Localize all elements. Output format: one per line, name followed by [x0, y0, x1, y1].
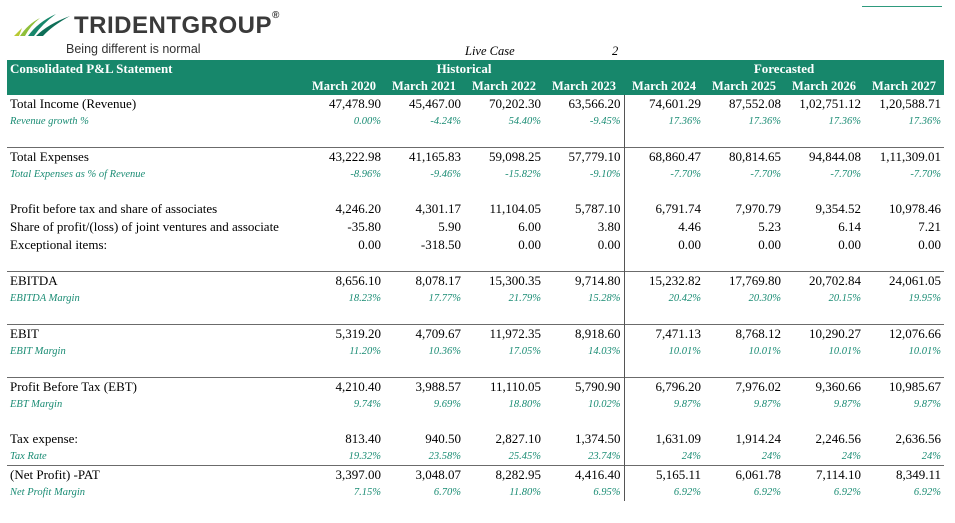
row-value: 2,636.56: [895, 431, 942, 446]
column-header: March 2027: [864, 78, 944, 95]
row-value: 10,978.46: [889, 201, 942, 216]
spacer-row: [7, 413, 944, 430]
row-value: 45,467.00: [409, 96, 461, 111]
row-value: 2,827.10: [495, 431, 541, 446]
row-value: 7,471.13: [624, 325, 704, 344]
spacer-row: [7, 360, 944, 378]
row-value: 80,814.65: [704, 148, 784, 167]
row-label: Revenue growth %: [10, 116, 89, 127]
row-value: 4,416.40: [544, 466, 624, 485]
row-value: 0.00%: [353, 116, 381, 127]
row-value: 18.23%: [348, 293, 381, 304]
spacer-cell: [7, 307, 304, 325]
row-value: 0.00: [918, 237, 942, 252]
row-label: Net Profit Margin: [10, 487, 86, 498]
row-value: 41,165.83: [384, 148, 464, 167]
row-value: 11.80%: [509, 487, 541, 498]
trident-logo: [10, 6, 280, 58]
row-value: 3,048.07: [384, 466, 464, 485]
spacer-cell: [704, 130, 784, 148]
row-value: -7.70%: [670, 169, 702, 180]
row-value: 7,976.02: [704, 378, 784, 397]
row-value: 15,232.82: [624, 272, 704, 291]
row-value: 43,222.98: [304, 148, 384, 167]
row-value: 59,098.25: [464, 148, 544, 167]
row-value: 54.40%: [508, 116, 541, 127]
row-value: 4,246.20: [335, 201, 381, 216]
row-label: EBIT Margin: [10, 346, 66, 357]
row-label: Tax Rate: [10, 451, 47, 462]
row-value: 940.50: [425, 431, 461, 446]
row-label: (Net Profit) -PAT: [7, 466, 304, 485]
row-value: 63,566.20: [544, 95, 624, 113]
row-value: -7.70%: [830, 169, 862, 180]
row-value: 4,709.67: [384, 325, 464, 344]
row-value: -35.80: [347, 219, 381, 234]
row-value: 6.70%: [433, 487, 461, 498]
row-value: -7.70%: [750, 169, 782, 180]
row-value: -318.50: [420, 237, 461, 252]
row-value: -9.10%: [544, 166, 624, 183]
row-value: 10.36%: [428, 346, 461, 357]
row-value: 5.23: [758, 219, 782, 234]
spacer-cell: [544, 130, 624, 148]
row-value: 10.01%: [668, 346, 702, 357]
row-value: 9.74%: [353, 399, 381, 410]
row-value: 5,165.11: [624, 466, 704, 485]
row-value: 8,349.11: [864, 466, 944, 485]
row-value: 19.95%: [908, 293, 942, 304]
table-row: [7, 272, 944, 291]
row-value: 3,397.00: [304, 466, 384, 485]
spacer-row: [7, 130, 944, 148]
spacer-cell: [7, 130, 304, 148]
row-value: 47,478.90: [329, 96, 381, 111]
row-value: 18.80%: [508, 399, 541, 410]
spacer-cell: [864, 254, 944, 272]
row-value: 10.01%: [908, 346, 942, 357]
row-value: 6.92%: [913, 487, 942, 498]
spacer-row: [7, 183, 944, 200]
row-value: 17.05%: [508, 346, 541, 357]
spacer-cell: [784, 130, 864, 148]
spacer-cell: [464, 183, 544, 200]
row-value: 10.02%: [544, 396, 624, 413]
row-label: Profit Before Tax (EBT): [7, 378, 304, 397]
spacer-cell: [304, 130, 384, 148]
table-row: [7, 325, 944, 344]
ratio-row: [7, 484, 944, 501]
row-value: 24%: [681, 451, 702, 462]
spacer-cell: [624, 360, 704, 378]
row-value: 4,301.17: [415, 201, 461, 216]
row-label: Total Income (Revenue): [10, 96, 137, 111]
row-value: 2,246.56: [815, 431, 862, 446]
row-value: 20,702.84: [784, 272, 864, 291]
header-rule: [862, 6, 942, 7]
spacer-cell: [624, 254, 704, 272]
spacer-cell: [864, 130, 944, 148]
spacer-cell: [704, 307, 784, 325]
spacer-cell: [704, 360, 784, 378]
row-value: -7.70%: [910, 169, 942, 180]
row-value: 24%: [761, 451, 782, 462]
row-value: -4.24%: [430, 116, 461, 127]
row-value: 1,914.24: [735, 431, 782, 446]
row-value: 14.03%: [544, 343, 624, 360]
row-value: 24,061.05: [864, 272, 944, 291]
row-value: 3.80: [544, 218, 624, 236]
row-value: 7.21: [918, 219, 942, 234]
column-header-label: [7, 78, 304, 95]
row-value: 9,360.66: [784, 378, 864, 397]
row-value: 5,787.10: [544, 200, 624, 218]
row-value: 3,988.57: [384, 378, 464, 397]
row-value: 4,210.40: [304, 378, 384, 397]
row-value: -8.96%: [350, 169, 381, 180]
row-value: 0.00: [358, 237, 381, 252]
ratio-row: [7, 290, 944, 307]
spacer-cell: [464, 307, 544, 325]
row-value: 23.58%: [428, 451, 461, 462]
spacer-cell: [384, 307, 464, 325]
row-label: Profit before tax and share of associates: [10, 201, 218, 216]
row-value: 1,631.09: [655, 431, 702, 446]
row-value: 57,779.10: [544, 148, 624, 167]
row-value: 8,656.10: [304, 272, 384, 291]
row-value: 10.01%: [748, 346, 782, 357]
row-value: 17.36%: [668, 116, 702, 127]
spacer-cell: [624, 183, 704, 200]
spacer-cell: [624, 130, 704, 148]
row-value: 6.92%: [673, 487, 702, 498]
brand-tagline: Being different is normal: [66, 42, 201, 56]
row-value: 0.00: [758, 237, 782, 252]
row-value: 17.36%: [748, 116, 782, 127]
spacer-cell: [864, 360, 944, 378]
row-value: 6,796.20: [624, 378, 704, 397]
spacer-cell: [784, 307, 864, 325]
row-value: 74,601.29: [649, 96, 702, 111]
table-header-groups: [7, 60, 944, 78]
table-title: Consolidated P&L Statement: [7, 60, 304, 78]
row-value: 17.36%: [908, 116, 942, 127]
row-value: 9.87%: [913, 399, 942, 410]
spacer-cell: [304, 360, 384, 378]
spacer-cell: [784, 360, 864, 378]
spacer-cell: [544, 307, 624, 325]
spacer-row: [7, 254, 944, 272]
row-value: 6.95%: [544, 484, 624, 501]
row-value: 11,104.05: [489, 201, 541, 216]
spacer-row: [7, 307, 944, 325]
row-label: EBIT: [7, 325, 304, 344]
row-value: 6.92%: [753, 487, 782, 498]
spacer-cell: [384, 360, 464, 378]
spacer-cell: [7, 360, 304, 378]
row-label: Tax expense:: [10, 431, 79, 446]
spacer-cell: [864, 183, 944, 200]
row-value: 1,11,309.01: [864, 148, 944, 167]
row-value: 8,078.17: [384, 272, 464, 291]
row-value: -9.46%: [430, 169, 461, 180]
spacer-cell: [784, 183, 864, 200]
ratio-row: [7, 448, 944, 466]
spacer-cell: [464, 360, 544, 378]
spacer-cell: [384, 183, 464, 200]
ratio-row: [7, 113, 944, 130]
row-value: 5,790.90: [544, 378, 624, 397]
column-header: March 2025: [704, 78, 784, 95]
group-historical: Historical: [304, 60, 624, 78]
row-value: 5,319.20: [304, 325, 384, 344]
row-value: -15.82%: [505, 169, 541, 180]
row-value: 20.30%: [748, 293, 782, 304]
ratio-row: [7, 166, 944, 183]
row-value: 1,20,588.71: [879, 96, 942, 111]
row-value: 11,110.05: [464, 378, 544, 397]
row-label: Total Expenses as % of Revenue: [10, 169, 146, 180]
row-value: 70,202.30: [489, 96, 541, 111]
row-label: EBITDA: [7, 272, 304, 291]
row-value: 8,282.95: [464, 466, 544, 485]
row-value: 0.00: [678, 237, 702, 252]
row-value: 7.15%: [353, 487, 381, 498]
live-case-value: 2: [612, 44, 619, 58]
spacer-cell: [304, 183, 384, 200]
row-value: 10,290.27: [784, 325, 864, 344]
spacer-cell: [464, 413, 544, 430]
row-value: 813.40: [345, 431, 381, 446]
row-value: 1,02,751.12: [799, 96, 862, 111]
spacer-cell: [304, 307, 384, 325]
row-value: 11,972.35: [464, 325, 544, 344]
row-value: 24%: [921, 451, 942, 462]
table-row: [7, 148, 944, 167]
row-label: Exceptional items:: [10, 237, 108, 252]
row-value: 9.87%: [753, 399, 782, 410]
row-value: 17.77%: [428, 293, 461, 304]
spacer-cell: [7, 254, 304, 272]
spacer-cell: [384, 413, 464, 430]
row-value: 6.00: [518, 219, 541, 234]
column-header: March 2024: [624, 78, 704, 95]
row-value: 87,552.08: [729, 96, 782, 111]
spacer-cell: [464, 254, 544, 272]
table-row: [7, 466, 944, 485]
spacer-cell: [624, 307, 704, 325]
spacer-cell: [384, 130, 464, 148]
spacer-cell: [784, 254, 864, 272]
row-label: EBITDA Margin: [10, 293, 80, 304]
spacer-cell: [704, 254, 784, 272]
row-value: 20.42%: [668, 293, 702, 304]
row-value: 5.90: [438, 219, 461, 234]
row-value: 9.87%: [673, 399, 702, 410]
row-value: 8,918.60: [544, 325, 624, 344]
spacer-cell: [784, 413, 864, 430]
row-value: 24%: [841, 451, 862, 462]
spacer-cell: [544, 360, 624, 378]
row-value: 12,076.66: [864, 325, 944, 344]
row-value: 15,300.35: [464, 272, 544, 291]
trident-swoosh-icon: [10, 12, 74, 42]
spacer-cell: [704, 183, 784, 200]
row-value: 17.36%: [828, 116, 862, 127]
live-case-label: Live Case: [465, 44, 515, 58]
spacer-cell: [864, 413, 944, 430]
column-header: March 2020: [304, 78, 384, 95]
row-value: 1,374.50: [544, 430, 624, 448]
row-value: 21.79%: [508, 293, 541, 304]
row-value: 6.92%: [833, 487, 862, 498]
row-value: 8,768.12: [704, 325, 784, 344]
row-value: 0.00: [838, 237, 862, 252]
spacer-cell: [384, 254, 464, 272]
row-value: 6.14: [838, 219, 862, 234]
brand-name: TRIDENTGROUP®: [74, 10, 280, 39]
column-header: March 2022: [464, 78, 544, 95]
ratio-row: [7, 396, 944, 413]
row-label: EBT Margin: [10, 399, 63, 410]
row-value: -9.45%: [544, 113, 624, 130]
row-value: 17,769.80: [704, 272, 784, 291]
column-header: March 2026: [784, 78, 864, 95]
spacer-cell: [544, 413, 624, 430]
column-header: March 2023: [544, 78, 624, 95]
spacer-cell: [7, 183, 304, 200]
row-value: 6,061.78: [704, 466, 784, 485]
row-value: 4.46: [678, 219, 702, 234]
spacer-cell: [7, 413, 304, 430]
row-value: 0.00: [544, 236, 624, 254]
table-row: [7, 236, 944, 254]
table-row: [7, 378, 944, 397]
row-value: 9,714.80: [544, 272, 624, 291]
row-value: 10.01%: [828, 346, 862, 357]
row-label: Share of profit/(loss) of joint ventures and associate: [10, 219, 279, 234]
spacer-cell: [704, 413, 784, 430]
row-value: 23.74%: [544, 448, 624, 466]
row-value: 20.15%: [828, 293, 862, 304]
spacer-cell: [304, 254, 384, 272]
row-value: 9.69%: [433, 399, 461, 410]
row-value: 15.28%: [544, 290, 624, 307]
row-value: 0.00: [518, 237, 541, 252]
spacer-cell: [864, 307, 944, 325]
row-value: 10,985.67: [864, 378, 944, 397]
group-forecasted: Forecasted: [624, 60, 944, 78]
row-value: 9.87%: [833, 399, 862, 410]
column-header: March 2021: [384, 78, 464, 95]
row-value: 68,860.47: [624, 148, 704, 167]
spacer-cell: [464, 130, 544, 148]
table-row: [7, 200, 944, 218]
row-value: 6,791.74: [655, 201, 702, 216]
spacer-cell: [544, 254, 624, 272]
row-value: 11.20%: [349, 346, 381, 357]
row-value: 94,844.08: [784, 148, 864, 167]
row-value: 19.32%: [348, 451, 381, 462]
table-row: [7, 218, 944, 236]
pl-statement-table: [7, 60, 944, 501]
table-row: [7, 95, 944, 113]
table-header-columns: [7, 78, 944, 95]
row-label: Total Expenses: [7, 148, 304, 167]
row-value: 7,970.79: [735, 201, 782, 216]
row-value: 25.45%: [508, 451, 541, 462]
row-value: 7,114.10: [784, 466, 864, 485]
row-value: 9,354.52: [815, 201, 862, 216]
spacer-cell: [544, 183, 624, 200]
spacer-cell: [304, 413, 384, 430]
table-row: [7, 430, 944, 448]
spacer-cell: [624, 413, 704, 430]
ratio-row: [7, 343, 944, 360]
